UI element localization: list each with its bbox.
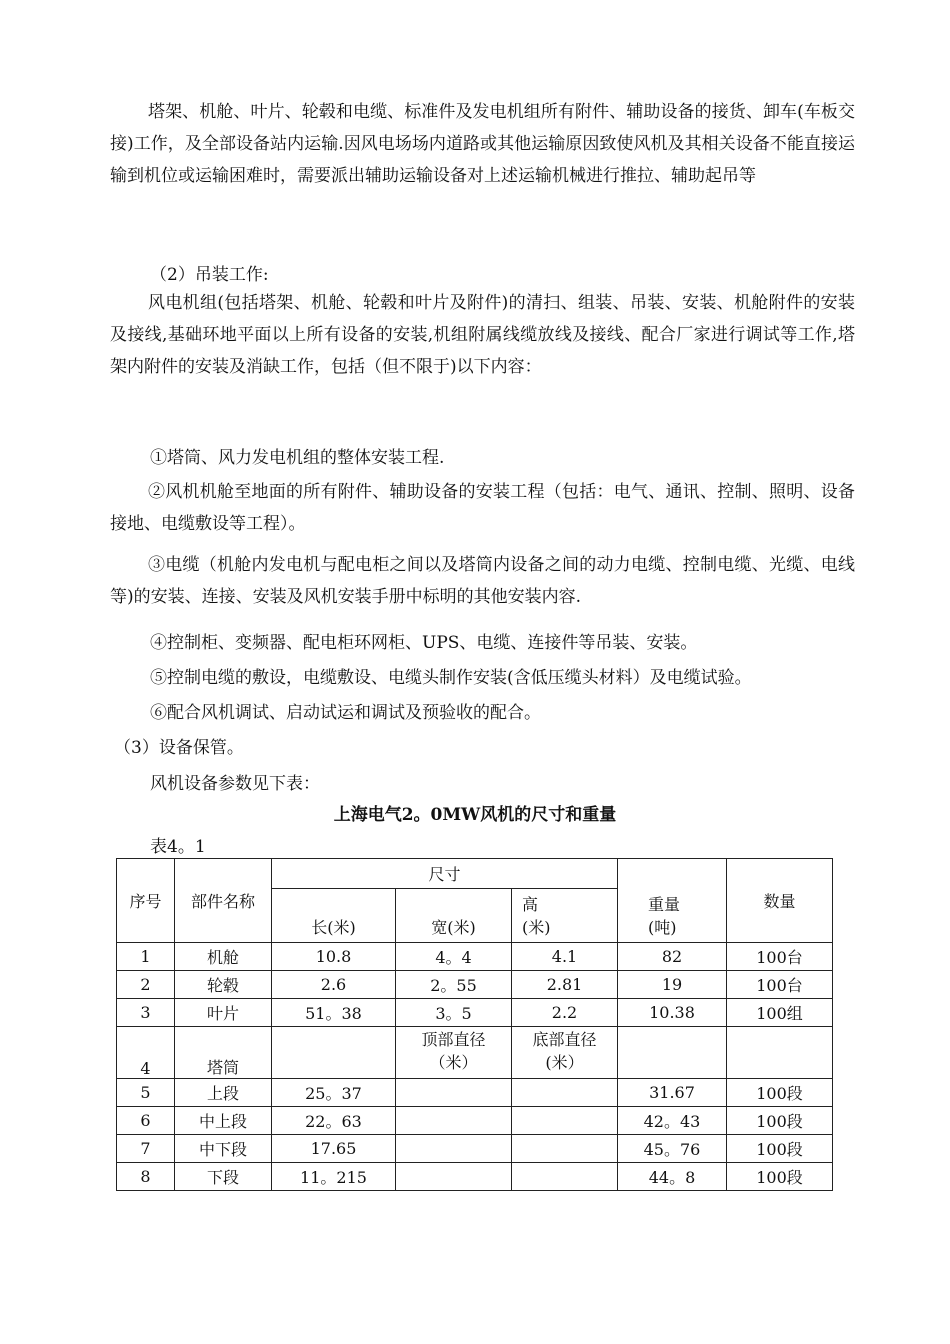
cell-qty: 100台 xyxy=(727,971,833,999)
header-qty: 数量 xyxy=(727,859,833,943)
cell-length: 22。63 xyxy=(272,1107,396,1135)
table-row xyxy=(117,1163,833,1191)
cell-part-name: 叶片 xyxy=(175,999,272,1027)
table-row xyxy=(117,943,833,971)
cell-weight: 10.38 xyxy=(618,999,727,1027)
cell-seq: 1 xyxy=(117,943,175,971)
cell-weight: 19 xyxy=(618,971,727,999)
section-heading-hoisting: （2）吊装工作: xyxy=(150,265,269,285)
header-height-text: 高 (米) xyxy=(522,895,551,937)
table-row xyxy=(117,1107,833,1135)
table-row xyxy=(117,999,833,1027)
cell-seq: 4 xyxy=(117,1027,175,1079)
cell-height: 4.1 xyxy=(512,943,618,971)
table-body xyxy=(117,943,833,1191)
table-title: 上海电气2。0MW风机的尺寸和重量 xyxy=(333,805,617,825)
cell-height: 底部直径 (米） xyxy=(512,1027,618,1079)
cell-weight: 82 xyxy=(618,943,727,971)
cell-length: 25。37 xyxy=(272,1079,396,1107)
paragraph-table-intro: 风机设备参数见下表： xyxy=(150,774,320,794)
cell-width xyxy=(396,1163,512,1191)
cell-seq: 5 xyxy=(117,1079,175,1107)
list-item-5: ⑤控制电缆的敷设，电缆敷设、电缆头制作安装(含低压缆头材料）及电缆试验。 xyxy=(150,668,752,688)
table-row xyxy=(117,971,833,999)
cell-weight: 45。76 xyxy=(618,1135,727,1163)
cell-weight: 44。8 xyxy=(618,1163,727,1191)
header-size: 尺寸 xyxy=(272,859,618,889)
table-row xyxy=(117,1027,833,1079)
cell-seq: 8 xyxy=(117,1163,175,1191)
cell-height: 2.81 xyxy=(512,971,618,999)
cell-height xyxy=(512,1135,618,1163)
paragraph-delivery: 塔架、机舱、叶片、轮毂和电缆、标准件及发电机组所有附件、辅助设备的接货、卸车(车板交接)工作，及全部设备站内运输.因风电场场内道路或其他运输原因致使风机及其相关设备不能直接运输到机位或运输困难时，需要派出辅助运输设备对上述运输机械进行推拉、辅助起吊等 xyxy=(110,102,855,186)
list-item-2: ②风机机舱至地面的所有附件、辅助设备的安装工程（包括：电气、通讯、控制、照明、设备接地、电缆敷设等工程）。 xyxy=(110,482,855,534)
header-weight xyxy=(618,859,727,943)
cell-seq: 2 xyxy=(117,971,175,999)
section-heading-storage: （3）设备保管。 xyxy=(114,738,244,758)
cell-height: 2.2 xyxy=(512,999,618,1027)
cell-qty: 100台 xyxy=(727,943,833,971)
cell-width: 顶部直径 （米） xyxy=(396,1027,512,1079)
cell-qty: 100段 xyxy=(727,1107,833,1135)
cell-seq: 7 xyxy=(117,1135,175,1163)
table-row xyxy=(117,1135,833,1163)
list-item-4: ④控制柜、变频器、配电柜环网柜、UPS、电缆、连接件等吊装、安装。 xyxy=(150,633,698,653)
cell-width xyxy=(396,1135,512,1163)
header-length: 长(米) xyxy=(272,889,396,943)
cell-length: 17.65 xyxy=(272,1135,396,1163)
list-item-3: ③电缆（机舱内发电机与配电柜之间以及塔筒内设备之间的动力电缆、控制电缆、光缆、电线等)的安装、连接、安装及风机安装手册中标明的其他安装内容. xyxy=(110,555,855,607)
cell-width xyxy=(396,1107,512,1135)
turbine-spec-table xyxy=(116,858,833,1191)
table-label: 表4。1 xyxy=(150,837,206,857)
header-weight-text: 重量 (吨) xyxy=(648,895,681,937)
cell-width: 4。4 xyxy=(396,943,512,971)
cell-length: 51。38 xyxy=(272,999,396,1027)
cell-qty xyxy=(727,1027,833,1079)
cell-height xyxy=(512,1107,618,1135)
cell-height xyxy=(512,1079,618,1107)
cell-height xyxy=(512,1163,618,1191)
cell-length: 10.8 xyxy=(272,943,396,971)
cell-weight xyxy=(618,1027,727,1079)
cell-length xyxy=(272,1027,396,1079)
cell-part-name: 中上段 xyxy=(175,1107,272,1135)
cell-qty: 100段 xyxy=(727,1163,833,1191)
cell-seq: 6 xyxy=(117,1107,175,1135)
cell-part-name: 轮毂 xyxy=(175,971,272,999)
cell-qty: 100段 xyxy=(727,1079,833,1107)
cell-part-name: 上段 xyxy=(175,1079,272,1107)
cell-part-name: 下段 xyxy=(175,1163,272,1191)
list-item-1: ①塔筒、风力发电机组的整体安装工程. xyxy=(150,448,445,468)
cell-width: 2。55 xyxy=(396,971,512,999)
cell-qty: 100段 xyxy=(727,1135,833,1163)
cell-part-name: 机舱 xyxy=(175,943,272,971)
header-part-name: 部件名称 xyxy=(175,859,272,943)
cell-length: 2.6 xyxy=(272,971,396,999)
list-item-6: ⑥配合风机调试、启动试运和调试及预验收的配合。 xyxy=(150,703,541,723)
header-height xyxy=(512,889,618,943)
cell-part-name: 中下段 xyxy=(175,1135,272,1163)
cell-seq: 3 xyxy=(117,999,175,1027)
header-width: 宽(米) xyxy=(396,889,512,943)
cell-weight: 42。43 xyxy=(618,1107,727,1135)
cell-width xyxy=(396,1079,512,1107)
paragraph-hoisting: 风电机组(包括塔架、机舱、轮毂和叶片及附件)的清扫、组装、吊装、安装、机舱附件的安装及接线,基础环地平面以上所有设备的安装,机组附属线缆放线及接线、配合厂家进行调试等工作,塔架内附件的安装及消缺工作，包括（但不限于)以下内容： xyxy=(110,293,855,377)
table-row xyxy=(117,1079,833,1107)
cell-length: 11。215 xyxy=(272,1163,396,1191)
cell-qty: 100组 xyxy=(727,999,833,1027)
cell-part-name: 塔筒 xyxy=(175,1027,272,1079)
cell-weight: 31.67 xyxy=(618,1079,727,1107)
cell-width: 3。5 xyxy=(396,999,512,1027)
header-seq: 序号 xyxy=(117,859,175,943)
